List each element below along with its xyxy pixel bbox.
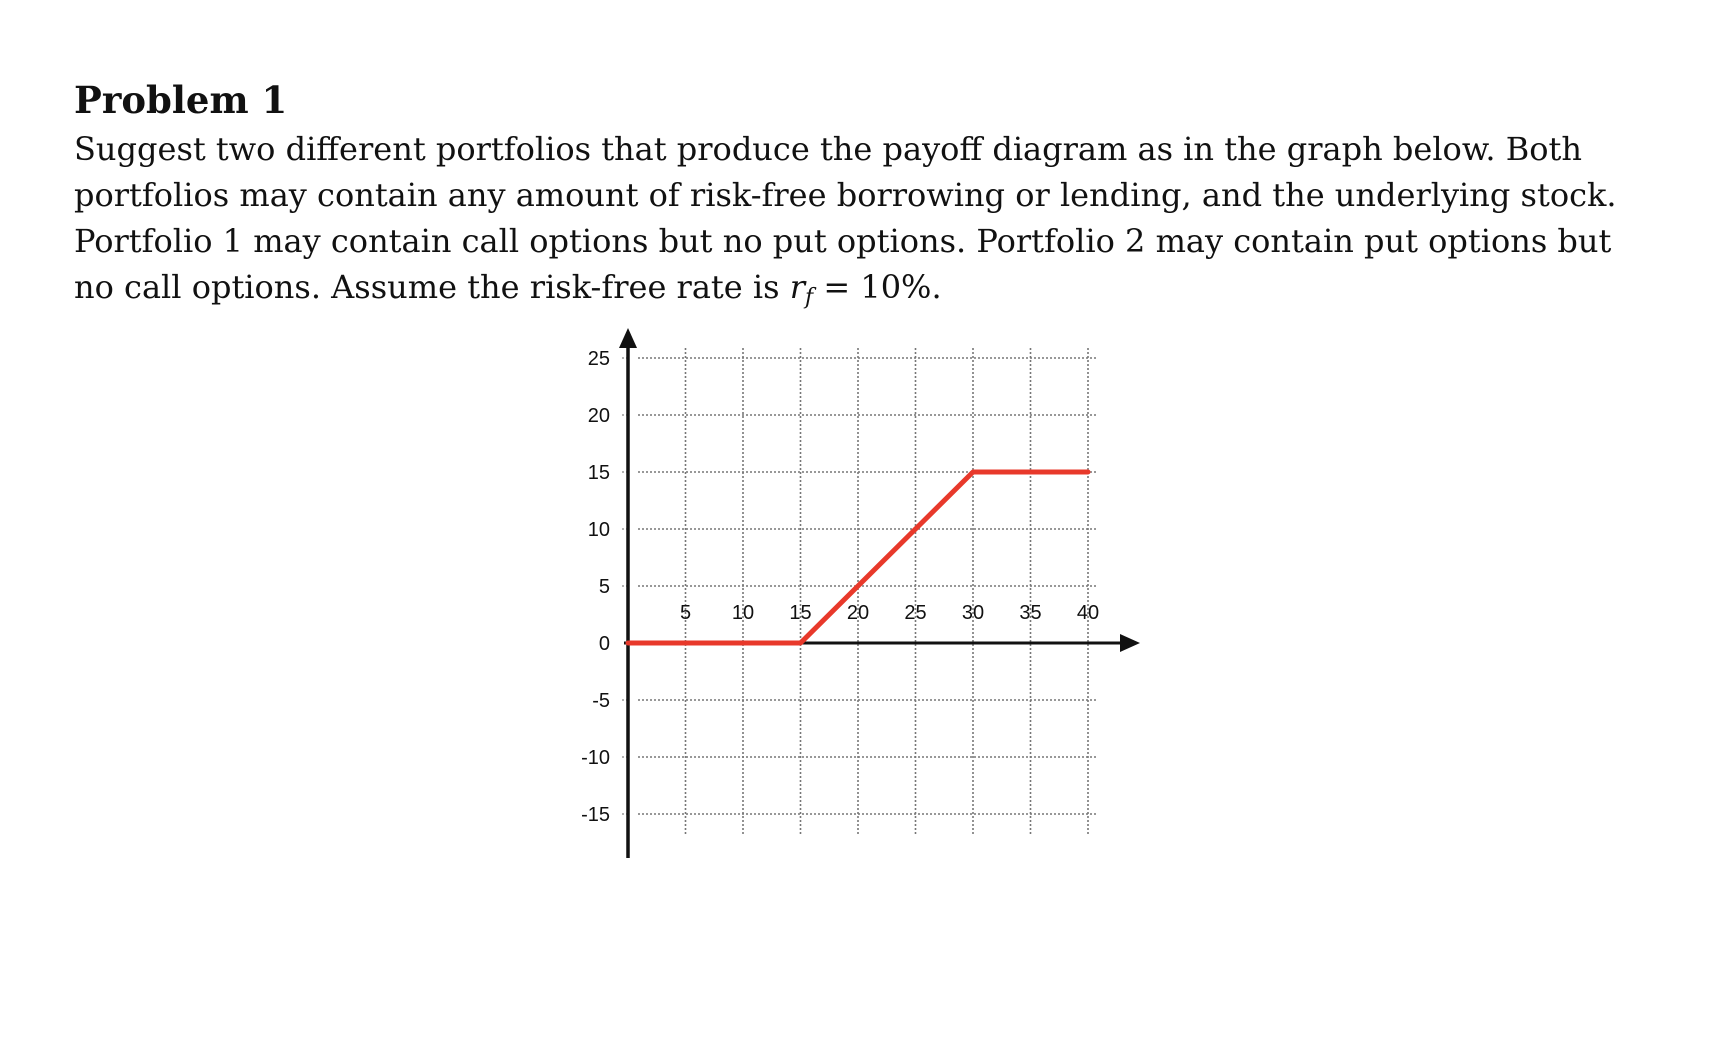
y-tick-label-25: 25: [587, 348, 610, 370]
problem-statement: [74, 78, 1654, 321]
x-tick-label-20: 20: [846, 602, 870, 624]
rf-letter: r: [789, 268, 806, 306]
y-tick-label-neg15: -15: [581, 804, 610, 826]
y-axis-arrow-icon: [619, 328, 637, 348]
y-tick-label-10: 10: [587, 519, 610, 541]
y-tick-label-neg5: -5: [592, 690, 610, 712]
x-tick-label-10: 10: [731, 602, 755, 624]
y-tick-label-neg10: -10: [581, 747, 610, 769]
y-tick-label-5: 5: [598, 576, 610, 598]
x-tick-label-30: 30: [961, 602, 985, 624]
problem-line-4-end: = 10%.: [813, 268, 942, 306]
problem-line-1: Suggest two different portfolios that produce the payoff diagram as in the graph below. Both: [74, 130, 1582, 168]
payoff-chart-svg: [560, 348, 1180, 935]
x-tick-label-25: 25: [904, 602, 927, 624]
problem-line-4-start: no call options. Assume the risk-free rate is: [74, 268, 790, 306]
y-tick-label-20: 20: [587, 405, 610, 427]
problem-title: Problem 1: [74, 78, 288, 122]
problem-body: [74, 126, 1654, 321]
x-tick-label-35: 35: [1019, 602, 1042, 624]
y-tick-label-15: 15: [587, 462, 610, 484]
rf-subscript: f: [805, 285, 814, 310]
x-tick-label-40: 40: [1076, 602, 1100, 624]
risk-free-rate-symbol: [789, 268, 814, 310]
problem-line-3: Portfolio 1 may contain call options but no put options. Portfolio 2 may contain put options but: [74, 222, 1612, 260]
x-tick-label-5: 5: [679, 602, 692, 624]
y-tick-label-0: 0: [598, 633, 610, 655]
problem-line-2: portfolios may contain any amount of risk-free borrowing or lending, and the underlying stock.: [74, 176, 1617, 214]
payoff-chart: [560, 348, 1180, 935]
x-tick-label-15: 15: [789, 602, 812, 624]
x-axis-arrow-icon: [1120, 634, 1140, 652]
